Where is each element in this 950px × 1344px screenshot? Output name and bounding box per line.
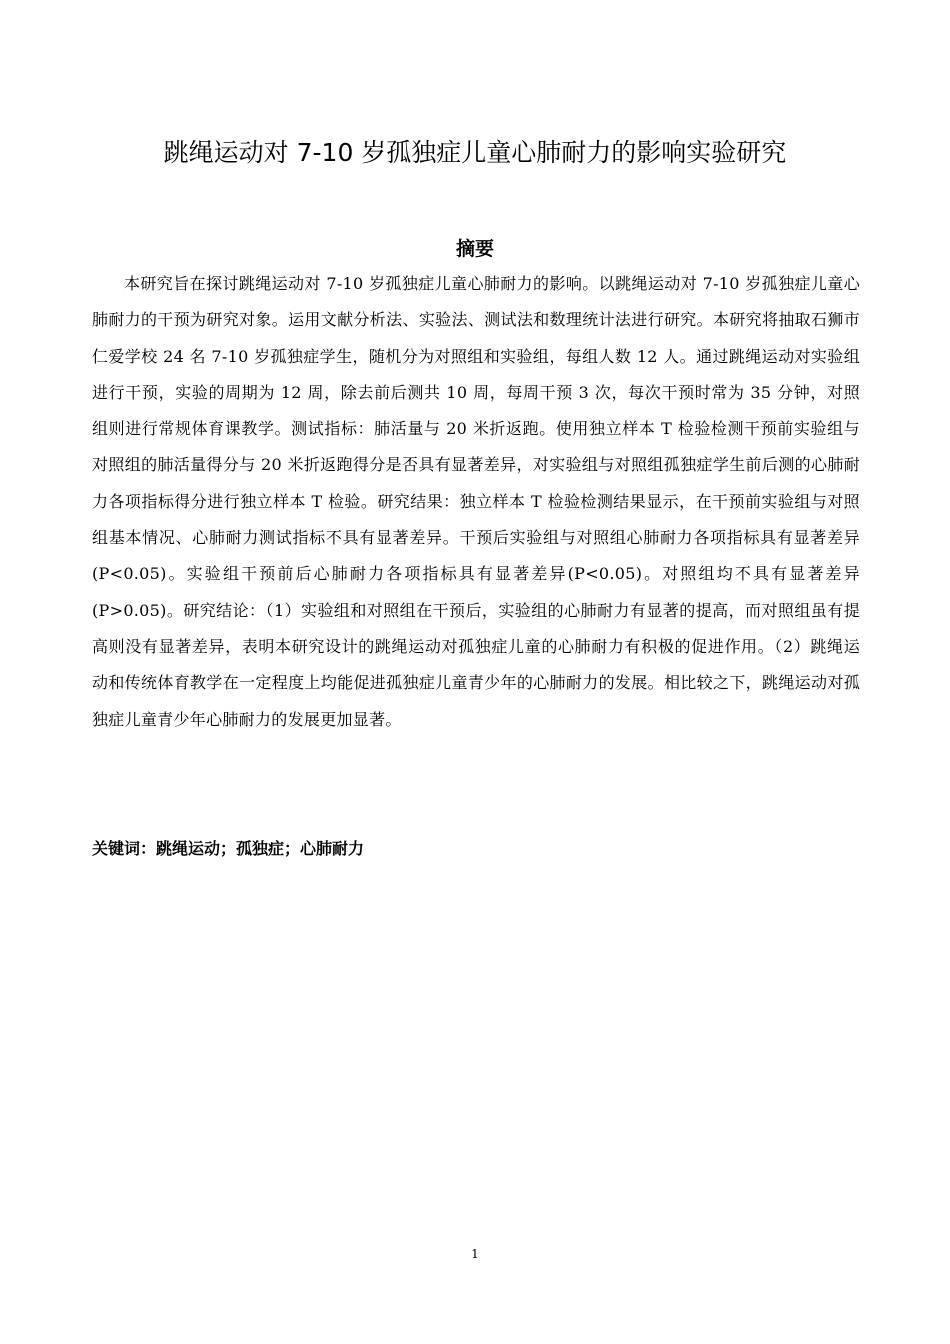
abstract-heading: 摘要 xyxy=(455,238,494,260)
keywords: 关键词：跳绳运动；孤独症；心肺耐力 xyxy=(92,839,365,858)
paper-title: 跳绳运动对 7-10 岁孤独症儿童心肺耐力的影响实验研究 xyxy=(163,138,787,167)
page-number: 1 xyxy=(471,1247,479,1261)
abstract-body: 本研究旨在探讨跳绳运动对 7-10 岁孤独症儿童心肺耐力的影响。以跳绳运动对 7-10 岁孤独症儿童心肺耐力的干预为研究对象。运用文献分析法、实验法、测试法和数理统计法进行研究。本研究将抽取石狮市仁爱学校 24 名 7-10 岁孤独症学生，随机分为对照组和实验组，每组人数 12 人。通过跳绳运动对实验组进行干预，实验的周期为 12 周，除去前后测共 10 周，每周干预 3 次，每次干预时常为 35 分钟，对照组则进行常规体育课教学。测试指标：肺活量与 20 米折返跑。使用独立样本 T 检验检测干预前实验组与对照组的肺活量得分与 20 米折返跑得分是否具有显著差异，对实验组与对照组孤独症学生前后测的心肺耐力各项指标得分进行独立样本 T 检验。研究结果：独立样本 T 检验检测结果显示，在干预前实验组与对照组基本情况、心肺耐力测试指标不具有显著差异。干预后实验组与对照组心肺耐力各项指标具有显著差异(P<0.05)。实验组干预前后心肺耐力各项指标具有显著差异(P<0.05)。对照组均不具有显著差异(P>0.05)。研究结论：（1）实验组和对照组在干预后，实验组的心肺耐力有显著的提高，而对照组虽有提高则没有显著差异，表明本研究设计的跳绳运动对孤独症儿童的心肺耐力有积极的促进作用。（2）跳绳运动和传统体育教学在一定程度上均能促进孤独症儿童青少年的心肺耐力的发展。相比较之下，跳绳运动对孤独症儿童青少年心肺耐力的发展更加显著。 xyxy=(92,274,860,729)
